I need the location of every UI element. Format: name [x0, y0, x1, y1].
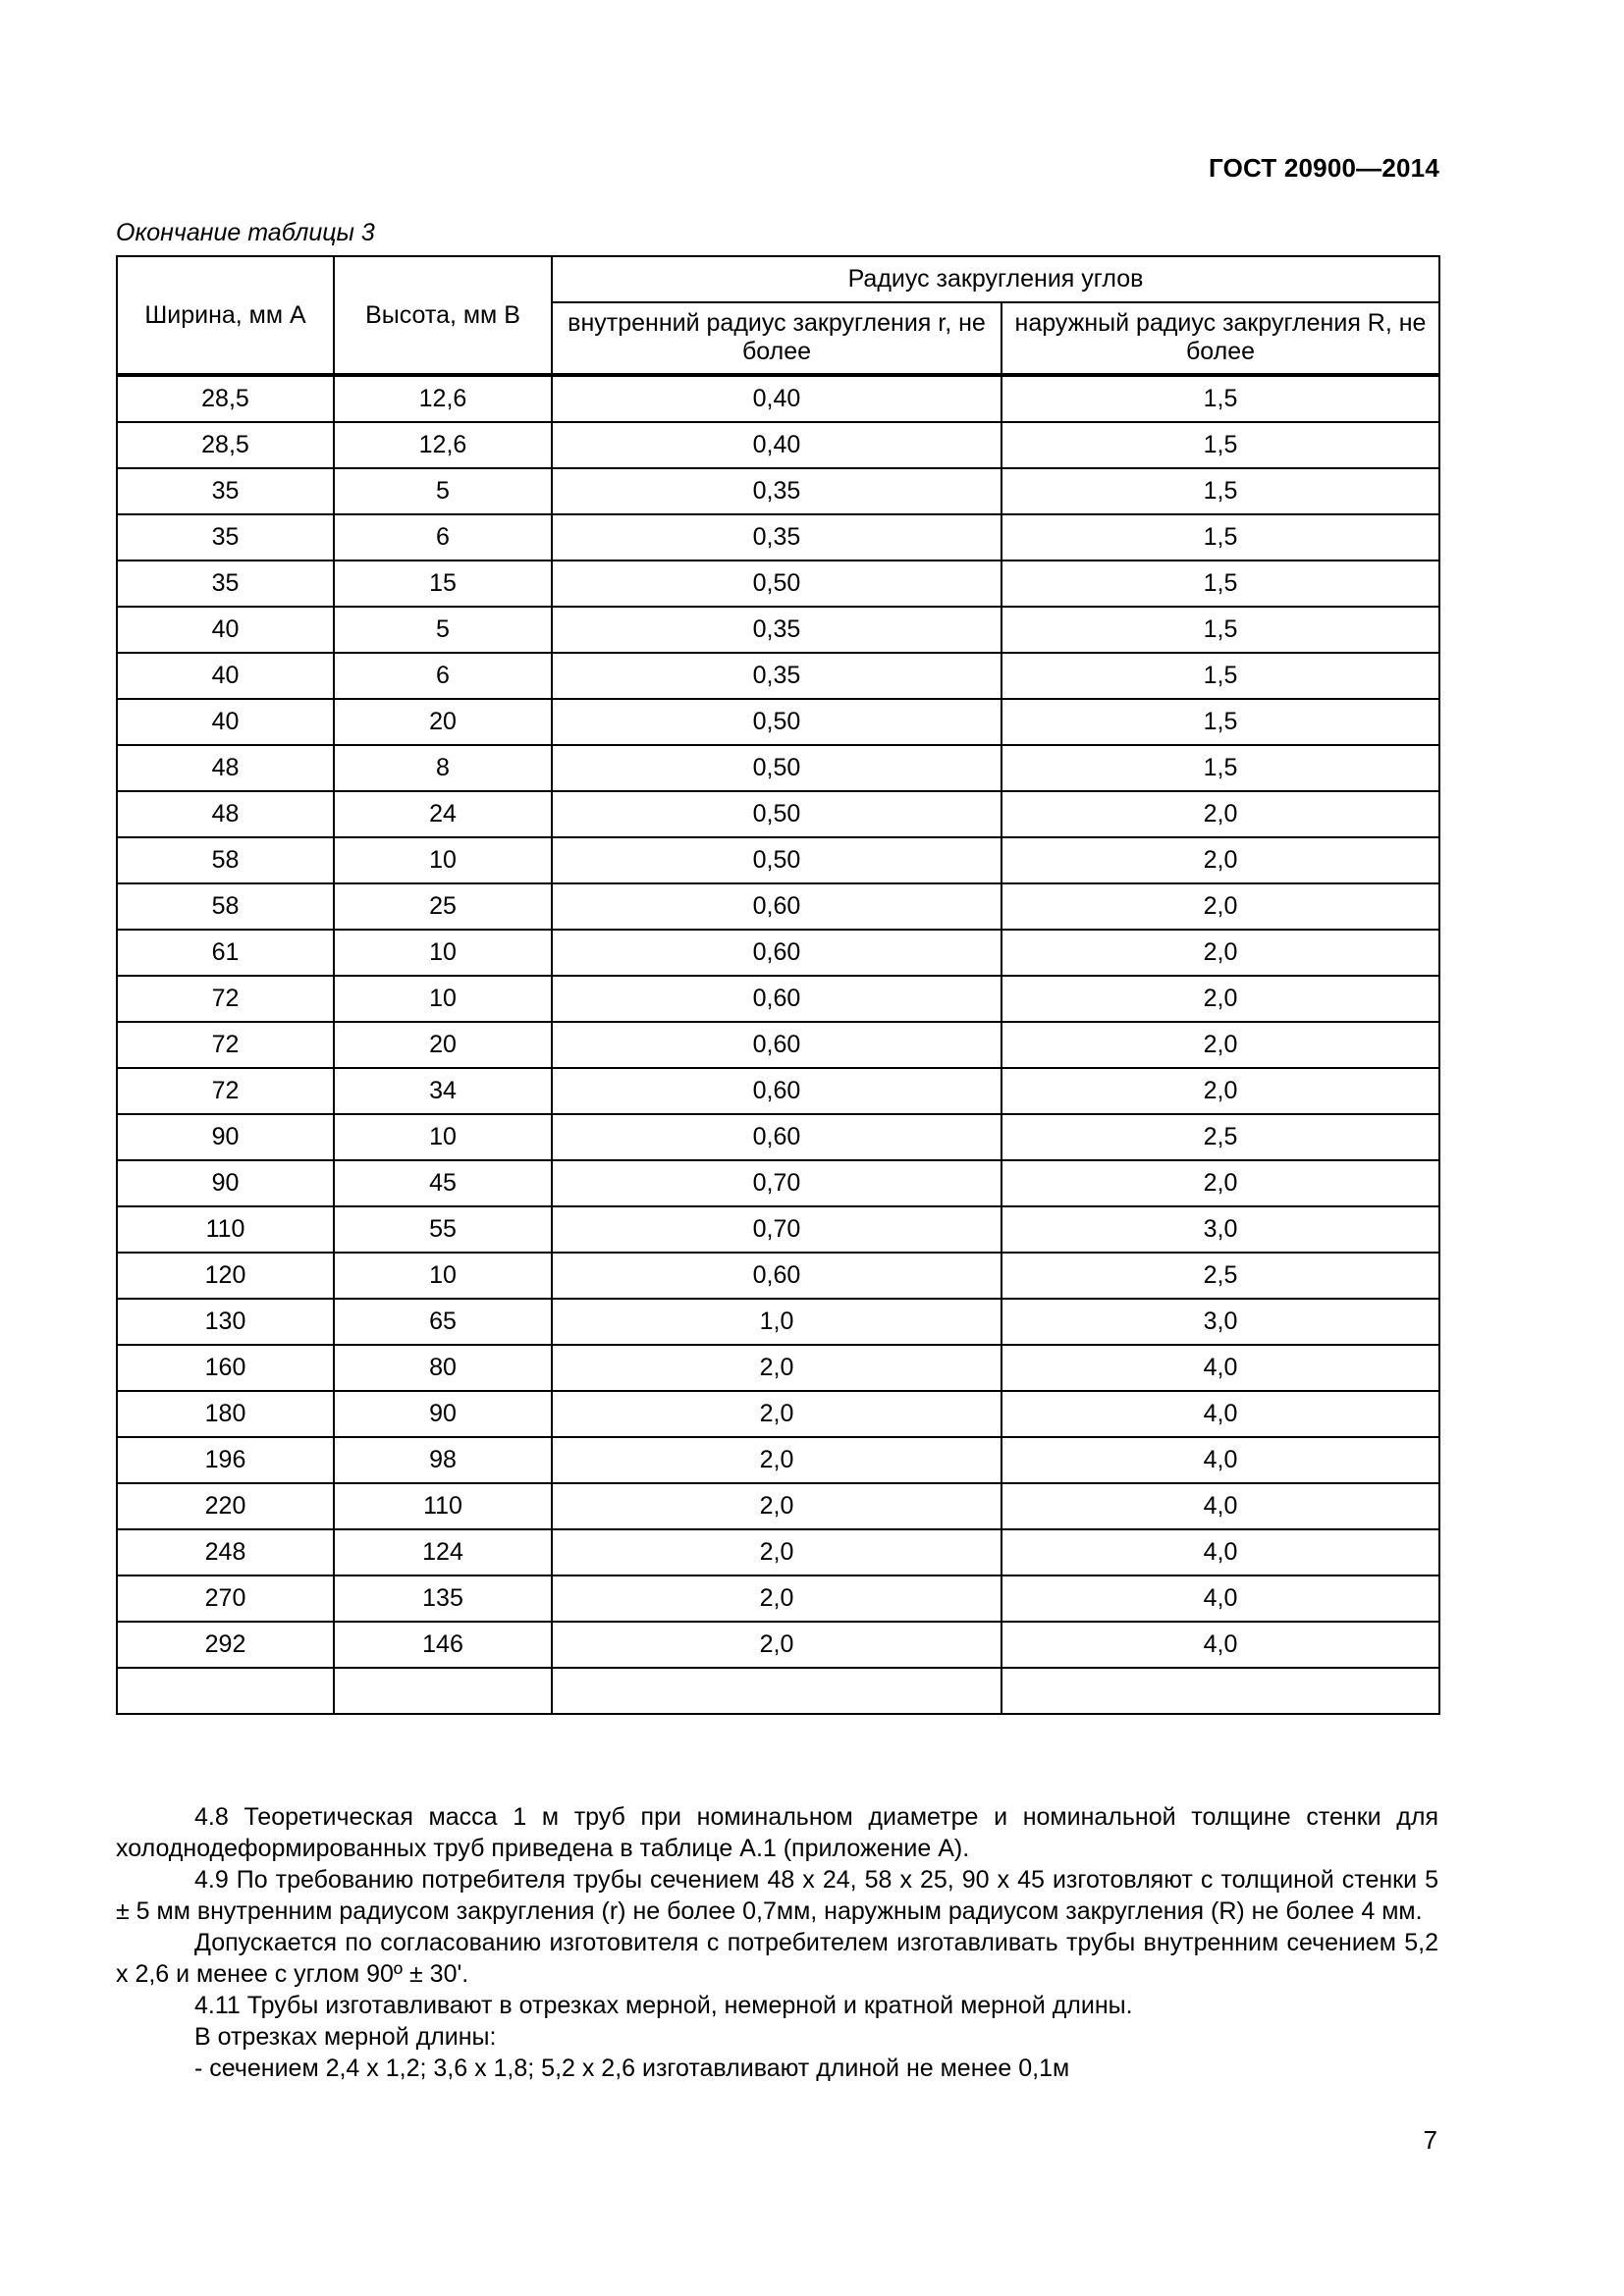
table-caption: Окончание таблицы 3 — [116, 219, 375, 246]
cell-outer-radius: 4,0 — [1001, 1622, 1439, 1668]
cell-width: 35 — [117, 468, 334, 514]
cell-outer-radius: 3,0 — [1001, 1299, 1439, 1345]
cell-width: 180 — [117, 1391, 334, 1437]
table-row — [117, 1022, 1439, 1068]
cell-outer-radius: 2,0 — [1001, 837, 1439, 883]
cell-outer-radius: 4,0 — [1001, 1437, 1439, 1483]
cell-width: 28,5 — [117, 422, 334, 468]
cell-width: 40 — [117, 607, 334, 653]
cell-inner-radius: 0,40 — [552, 422, 1001, 468]
cell-outer-radius: 2,0 — [1001, 930, 1439, 976]
cell-outer-radius: 1,5 — [1001, 468, 1439, 514]
cell-inner-radius: 2,0 — [552, 1483, 1001, 1529]
cell-height: 98 — [334, 1437, 552, 1483]
table-row — [117, 653, 1439, 699]
cell-outer-radius: 2,5 — [1001, 1253, 1439, 1299]
cell-width: 40 — [117, 699, 334, 745]
cell-outer-radius: 1,5 — [1001, 422, 1439, 468]
cell-height: 5 — [334, 607, 552, 653]
cell-width: 28,5 — [117, 375, 334, 422]
cell-outer-radius: 3,0 — [1001, 1206, 1439, 1253]
table-row — [117, 1253, 1439, 1299]
table-row — [117, 976, 1439, 1022]
cell-height: 90 — [334, 1391, 552, 1437]
table-row — [117, 561, 1439, 607]
cell-inner-radius: 0,60 — [552, 976, 1001, 1022]
cell-width: 248 — [117, 1529, 334, 1575]
table-row — [117, 837, 1439, 883]
table-row — [117, 1529, 1439, 1575]
cell-width: 35 — [117, 514, 334, 561]
cell-height: 45 — [334, 1160, 552, 1206]
cell-inner-radius: 0,35 — [552, 514, 1001, 561]
cell-outer-radius: 4,0 — [1001, 1391, 1439, 1437]
cell-width: 48 — [117, 745, 334, 791]
cell-outer-radius: 2,0 — [1001, 976, 1439, 1022]
paragraph-4-9: 4.9 По требованию потребителя трубы сечением 48 х 24, 58 х 25, 90 х 45 изготовляют с толщиной стенки 5 ± 5 мм внутренним радиусом закругления (r) не более 0,7мм, наружным радиусом закругления (R) не более 4 мм. — [116, 1866, 1438, 1925]
cell-outer-radius: 1,5 — [1001, 653, 1439, 699]
cell-width: 40 — [117, 653, 334, 699]
cell-height — [334, 1668, 552, 1714]
cell-width: 120 — [117, 1253, 334, 1299]
cell-inner-radius: 0,35 — [552, 607, 1001, 653]
cell-height: 25 — [334, 883, 552, 930]
cell-inner-radius: 0,50 — [552, 837, 1001, 883]
table-row — [117, 468, 1439, 514]
paragraph-section-list: - сечением 2,4 х 1,2; 3,6 х 1,8; 5,2 х 2,6 изготавливают длиной не менее 0,1м — [194, 2055, 1070, 2082]
cell-height: 12,6 — [334, 422, 552, 468]
table-row — [117, 1345, 1439, 1391]
cell-inner-radius: 0,60 — [552, 1022, 1001, 1068]
table-row — [117, 883, 1439, 930]
cell-outer-radius: 2,0 — [1001, 791, 1439, 837]
cell-width: 110 — [117, 1206, 334, 1253]
table-row — [117, 422, 1439, 468]
cell-height: 146 — [334, 1622, 552, 1668]
column-header-inner-radius: внутренний радиус закругления r, не более — [552, 302, 1001, 375]
cell-inner-radius: 0,50 — [552, 791, 1001, 837]
cell-outer-radius: 2,0 — [1001, 1068, 1439, 1114]
cell-outer-radius: 4,0 — [1001, 1483, 1439, 1529]
cell-inner-radius: 2,0 — [552, 1575, 1001, 1622]
cell-width: 48 — [117, 791, 334, 837]
table-row — [117, 1668, 1439, 1714]
cell-inner-radius: 0,60 — [552, 883, 1001, 930]
cell-inner-radius: 0,40 — [552, 375, 1001, 422]
cell-width: 90 — [117, 1160, 334, 1206]
cell-inner-radius: 1,0 — [552, 1299, 1001, 1345]
table-row — [117, 1068, 1439, 1114]
cell-height: 6 — [334, 514, 552, 561]
cell-outer-radius: 2,0 — [1001, 883, 1439, 930]
cell-width: 72 — [117, 976, 334, 1022]
paragraph-measured-length: В отрезках мерной длины: — [194, 2023, 497, 2051]
cell-outer-radius: 2,5 — [1001, 1114, 1439, 1160]
paragraph-4-8: 4.8 Теоретическая масса 1 м труб при номинальном диаметре и номинальной толщине стенки для холоднодеформированных труб приведена в таблице А.1 (приложение А). — [116, 1803, 1438, 1862]
cell-outer-radius: 1,5 — [1001, 375, 1439, 422]
body-text — [116, 1801, 1438, 2084]
cell-outer-radius: 2,0 — [1001, 1160, 1439, 1206]
cell-height: 80 — [334, 1345, 552, 1391]
table-row — [117, 1483, 1439, 1529]
cell-outer-radius: 1,5 — [1001, 561, 1439, 607]
cell-inner-radius: 0,35 — [552, 468, 1001, 514]
table-row — [117, 930, 1439, 976]
cell-width: 90 — [117, 1114, 334, 1160]
column-group-header-radius: Радиус закругления углов — [552, 256, 1439, 302]
cell-outer-radius: 4,0 — [1001, 1345, 1439, 1391]
table-row — [117, 1299, 1439, 1345]
cell-inner-radius: 0,70 — [552, 1206, 1001, 1253]
cell-inner-radius: 0,60 — [552, 1253, 1001, 1299]
cell-outer-radius: 1,5 — [1001, 745, 1439, 791]
cell-height: 12,6 — [334, 375, 552, 422]
page-number: 7 — [1423, 2125, 1437, 2155]
cell-inner-radius: 2,0 — [552, 1345, 1001, 1391]
cell-inner-radius: 0,70 — [552, 1160, 1001, 1206]
cell-width: 58 — [117, 837, 334, 883]
cell-width: 196 — [117, 1437, 334, 1483]
cell-width: 72 — [117, 1068, 334, 1114]
cell-width: 35 — [117, 561, 334, 607]
table-row — [117, 1437, 1439, 1483]
table-row — [117, 699, 1439, 745]
cell-outer-radius: 1,5 — [1001, 699, 1439, 745]
cell-height: 10 — [334, 930, 552, 976]
dimensions-table — [116, 255, 1440, 1715]
paragraph-permission: Допускается по согласованию изготовителя с потребителем изготавливать трубы внутренним сечением 5,2 х 2,6 и менее с углом 90º ± 30'. — [116, 1929, 1438, 1988]
cell-width — [117, 1668, 334, 1714]
cell-height: 20 — [334, 1022, 552, 1068]
table-row — [117, 1160, 1439, 1206]
cell-height: 5 — [334, 468, 552, 514]
cell-height: 8 — [334, 745, 552, 791]
cell-height: 10 — [334, 976, 552, 1022]
cell-inner-radius — [552, 1668, 1001, 1714]
column-header-outer-radius: наружный радиус закругления R, не более — [1001, 302, 1439, 375]
cell-width: 130 — [117, 1299, 334, 1345]
cell-height: 110 — [334, 1483, 552, 1529]
cell-inner-radius: 0,60 — [552, 1114, 1001, 1160]
cell-outer-radius: 1,5 — [1001, 607, 1439, 653]
cell-height: 55 — [334, 1206, 552, 1253]
column-header-height: Высота, мм В — [334, 256, 552, 375]
table-row — [117, 1575, 1439, 1622]
cell-inner-radius: 0,50 — [552, 699, 1001, 745]
cell-width: 270 — [117, 1575, 334, 1622]
table-row — [117, 745, 1439, 791]
cell-inner-radius: 0,50 — [552, 745, 1001, 791]
cell-width: 220 — [117, 1483, 334, 1529]
cell-inner-radius: 2,0 — [552, 1391, 1001, 1437]
cell-width: 61 — [117, 930, 334, 976]
table-row — [117, 1114, 1439, 1160]
cell-height: 124 — [334, 1529, 552, 1575]
table-row — [117, 791, 1439, 837]
cell-width: 58 — [117, 883, 334, 930]
cell-outer-radius — [1001, 1668, 1439, 1714]
cell-height: 20 — [334, 699, 552, 745]
cell-outer-radius: 4,0 — [1001, 1575, 1439, 1622]
cell-inner-radius: 2,0 — [552, 1622, 1001, 1668]
cell-height: 24 — [334, 791, 552, 837]
cell-outer-radius: 2,0 — [1001, 1022, 1439, 1068]
cell-height: 10 — [334, 837, 552, 883]
cell-height: 10 — [334, 1114, 552, 1160]
table-row — [117, 1206, 1439, 1253]
table-row — [117, 1622, 1439, 1668]
paragraph-4-11: 4.11 Трубы изготавливают в отрезках мерной, немерной и кратной мерной длины. — [194, 1992, 1133, 2019]
column-header-width: Ширина, мм А — [117, 256, 334, 375]
cell-width: 72 — [117, 1022, 334, 1068]
table-row — [117, 514, 1439, 561]
cell-inner-radius: 2,0 — [552, 1437, 1001, 1483]
cell-inner-radius: 0,60 — [552, 930, 1001, 976]
cell-inner-radius: 0,35 — [552, 653, 1001, 699]
table-row — [117, 375, 1439, 422]
cell-height: 6 — [334, 653, 552, 699]
table-row — [117, 1391, 1439, 1437]
cell-height: 10 — [334, 1253, 552, 1299]
table-row — [117, 607, 1439, 653]
cell-inner-radius: 0,60 — [552, 1068, 1001, 1114]
cell-inner-radius: 2,0 — [552, 1529, 1001, 1575]
cell-inner-radius: 0,50 — [552, 561, 1001, 607]
cell-height: 15 — [334, 561, 552, 607]
cell-outer-radius: 1,5 — [1001, 514, 1439, 561]
document-header: ГОСТ 20900—2014 — [1209, 153, 1439, 183]
cell-width: 292 — [117, 1622, 334, 1668]
cell-height: 34 — [334, 1068, 552, 1114]
cell-height: 65 — [334, 1299, 552, 1345]
cell-width: 160 — [117, 1345, 334, 1391]
cell-height: 135 — [334, 1575, 552, 1622]
cell-outer-radius: 4,0 — [1001, 1529, 1439, 1575]
